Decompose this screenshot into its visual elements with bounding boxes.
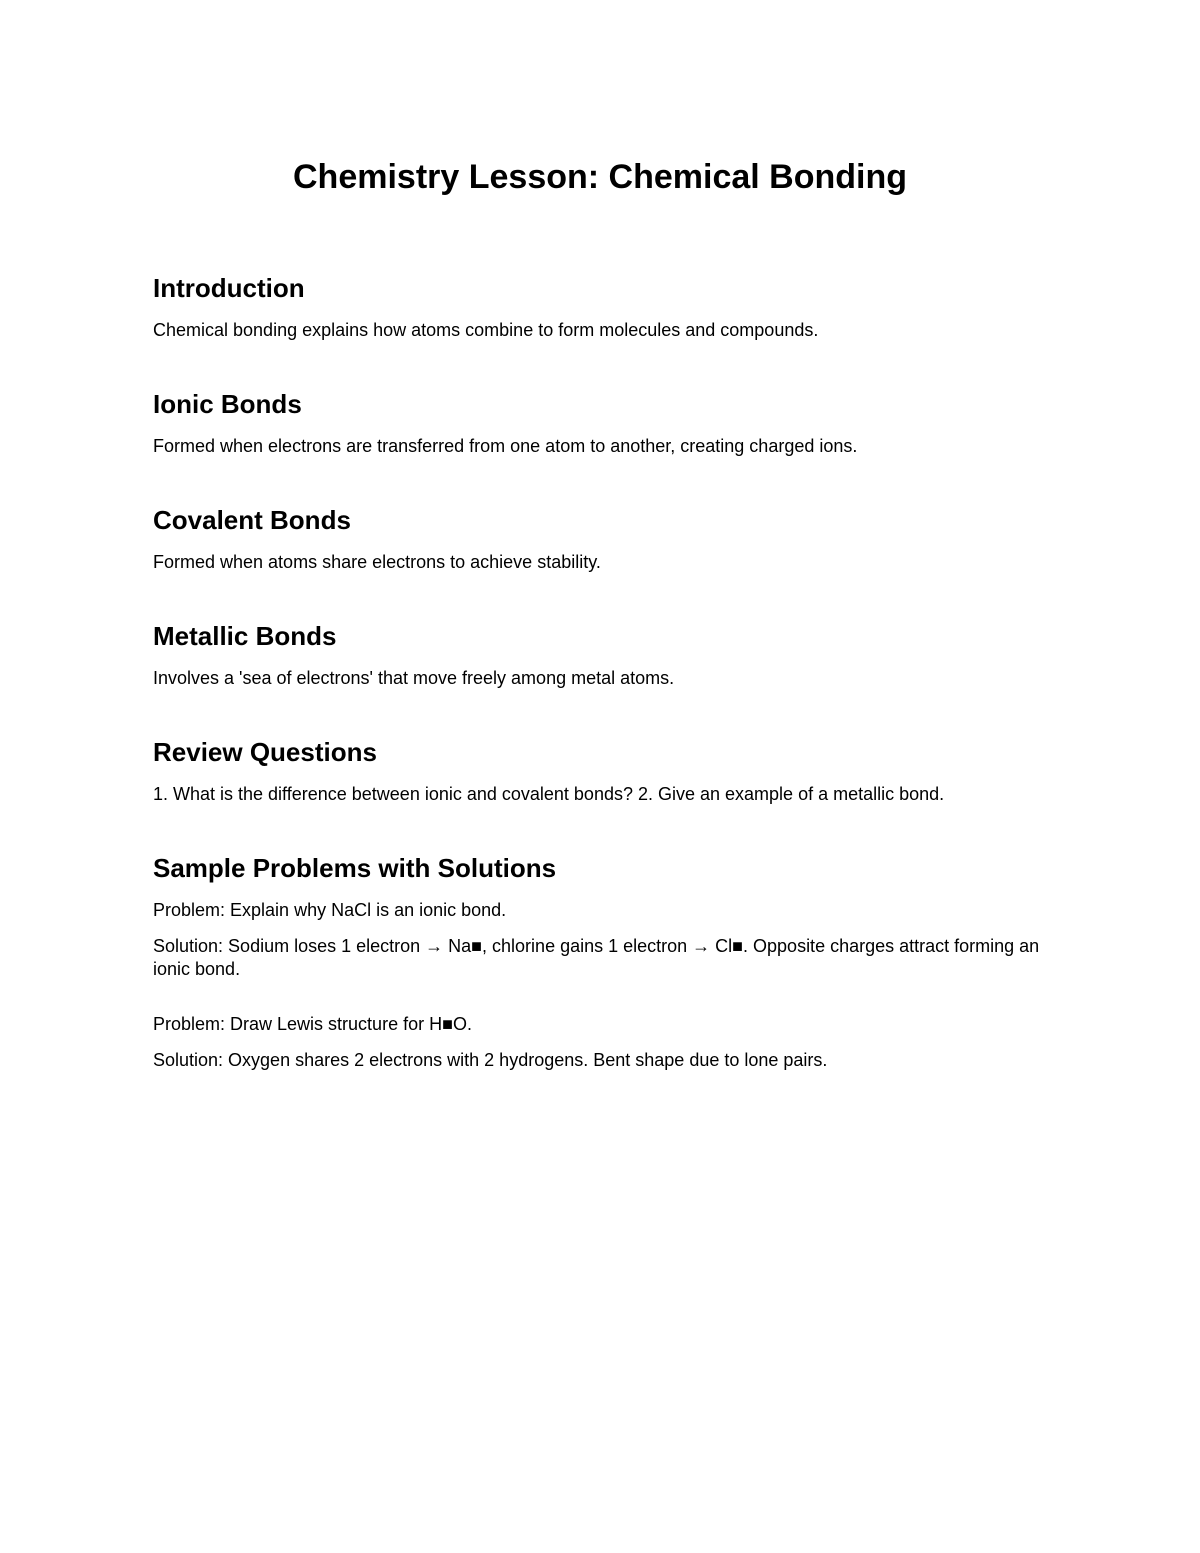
section-ionic-bonds — [153, 386, 1053, 458]
solution-text: Solution: Sodium loses 1 electron → Na■, chlorine gains 1 electron → Cl■. Opposite charges attract forming an ionic bond. — [153, 936, 1040, 979]
section-metallic-bonds — [153, 618, 1053, 690]
document-body — [153, 270, 1053, 1072]
section-heading: Review Questions — [153, 737, 377, 767]
section-text: Involves a 'sea of electrons' that move freely among metal atoms. — [153, 668, 675, 688]
review-questions-text: 1. What is the difference between ionic and covalent bonds? 2. Give an example of a metallic bond. — [153, 784, 945, 804]
sample-problem — [153, 1013, 1053, 1072]
section-text: Chemical bonding explains how atoms combine to form molecules and compounds. — [153, 320, 819, 340]
section-heading: Sample Problems with Solutions — [153, 853, 557, 883]
sample-problem — [153, 899, 1053, 981]
section-heading: Metallic Bonds — [153, 621, 337, 651]
section-heading: Introduction — [153, 273, 305, 303]
solution-text: Solution: Oxygen shares 2 electrons with 2 hydrogens. Bent shape due to lone pairs. — [153, 1050, 828, 1070]
section-text: Formed when atoms share electrons to achieve stability. — [153, 552, 601, 572]
section-text: Formed when electrons are transferred from one atom to another, creating charged ions. — [153, 436, 858, 456]
section-heading: Covalent Bonds — [153, 505, 351, 535]
section-introduction — [153, 270, 1053, 342]
page-title: Chemistry Lesson: Chemical Bonding — [293, 158, 907, 196]
section-heading: Ionic Bonds — [153, 389, 302, 419]
section-covalent-bonds — [153, 502, 1053, 574]
problem-text: Problem: Draw Lewis structure for H■O. — [153, 1014, 472, 1034]
problem-text: Problem: Explain why NaCl is an ionic bond. — [153, 900, 507, 920]
section-sample-problems — [153, 850, 1053, 1072]
section-review-questions — [153, 734, 1053, 806]
